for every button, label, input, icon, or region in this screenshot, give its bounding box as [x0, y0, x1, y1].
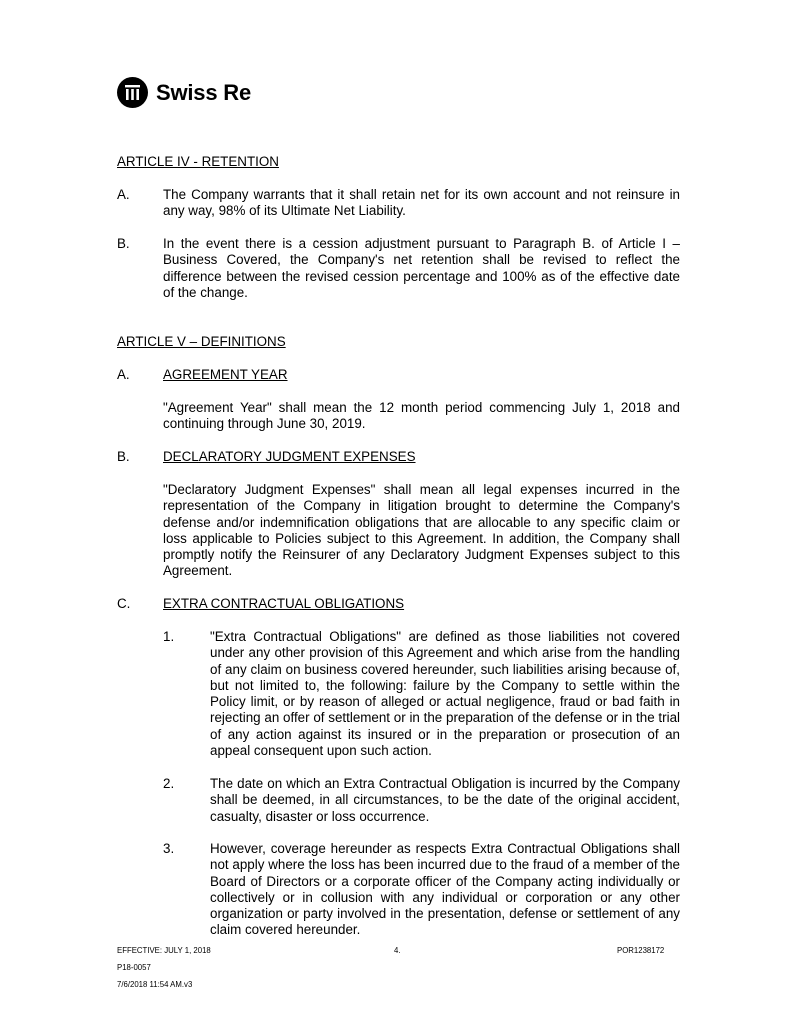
item-text: "Extra Contractual Obligations" are defined as those liabilities not covered under any other provision of this Agreement and which arise from the handling of any claim on business covered hereunder, such liabilities arising because of, but not limited to, the following: failure by the Company to settle within the Policy limit, or by reason of alleged or actual negligence, fraud or bad faith in rejecting an offer of settlement or in the preparation of the defense or in the trial of any action against its insured or in the preparation or prosecution of an appeal consequent upon such action. — [210, 629, 680, 759]
footer-reference: POR1238172 — [617, 946, 665, 955]
item-text: The Company warrants that it shall retain net for its own account and not reinsure in any way, 98% of its Ultimate Net Liability. — [163, 187, 680, 219]
item-number: 1. — [163, 629, 175, 644]
swiss-re-logo-icon — [117, 77, 148, 108]
section-letter: C. — [117, 596, 131, 611]
article-v-heading: ARTICLE V – DEFINITIONS — [117, 334, 286, 349]
footer-effective: EFFECTIVE: JULY 1, 2018 — [117, 946, 211, 955]
section-text: "Agreement Year" shall mean the 12 month period commencing July 1, 2018 and continuing through June 30, 2019. — [163, 400, 680, 432]
section-title: AGREEMENT YEAR — [163, 367, 288, 382]
item-number: 2. — [163, 776, 175, 791]
footer-timestamp: 7/6/2018 11:54 AM.v3 — [117, 980, 193, 989]
footer-page-number: 4. — [394, 946, 401, 955]
item-number: 3. — [163, 841, 175, 856]
footer-code: P18-0057 — [117, 963, 151, 972]
item-text: However, coverage hereunder as respects Extra Contractual Obligations shall not apply where the loss has been incurred due to the fraud of a member of the Board of Directors or a corporate officer of the Company acting individually or collectively or in collusion with any individual or corporation or any other organization or party involved in the presentation, defense or settlement of any claim covered hereunder. — [210, 841, 680, 938]
item-letter: A. — [117, 187, 130, 202]
swiss-re-logo — [117, 77, 251, 108]
section-title: DECLARATORY JUDGMENT EXPENSES — [163, 449, 416, 464]
item-text: In the event there is a cession adjustment pursuant to Paragraph B. of Article I – Business Covered, the Company's net retention shall be revised to reflect the difference between the revised cession percentage and 100% as of the effective date of the change. — [163, 236, 680, 300]
item-letter: B. — [117, 236, 130, 251]
section-letter: B. — [117, 449, 130, 464]
section-letter: A. — [117, 367, 130, 382]
section-title: EXTRA CONTRACTUAL OBLIGATIONS — [163, 596, 405, 611]
item-text: The date on which an Extra Contractual Obligation is incurred by the Company shall be deemed, in all circumstances, to be the date of the original accident, casualty, disaster or loss occurrence. — [210, 776, 680, 824]
section-text: "Declaratory Judgment Expenses" shall mean all legal expenses incurred in the representation of the Company in litigation brought to determine the Company's defense and/or indemnification obligations that are allocable to any specific claim or loss applicable to Policies subject to this Agreement. In addition, the Company shall promptly notify the Reinsurer of any Declaratory Judgment Expenses subject to this Agreement. — [163, 482, 680, 579]
logo-wordmark: Swiss Re — [156, 79, 252, 105]
article-iv-heading: ARTICLE IV - RETENTION — [117, 154, 279, 169]
